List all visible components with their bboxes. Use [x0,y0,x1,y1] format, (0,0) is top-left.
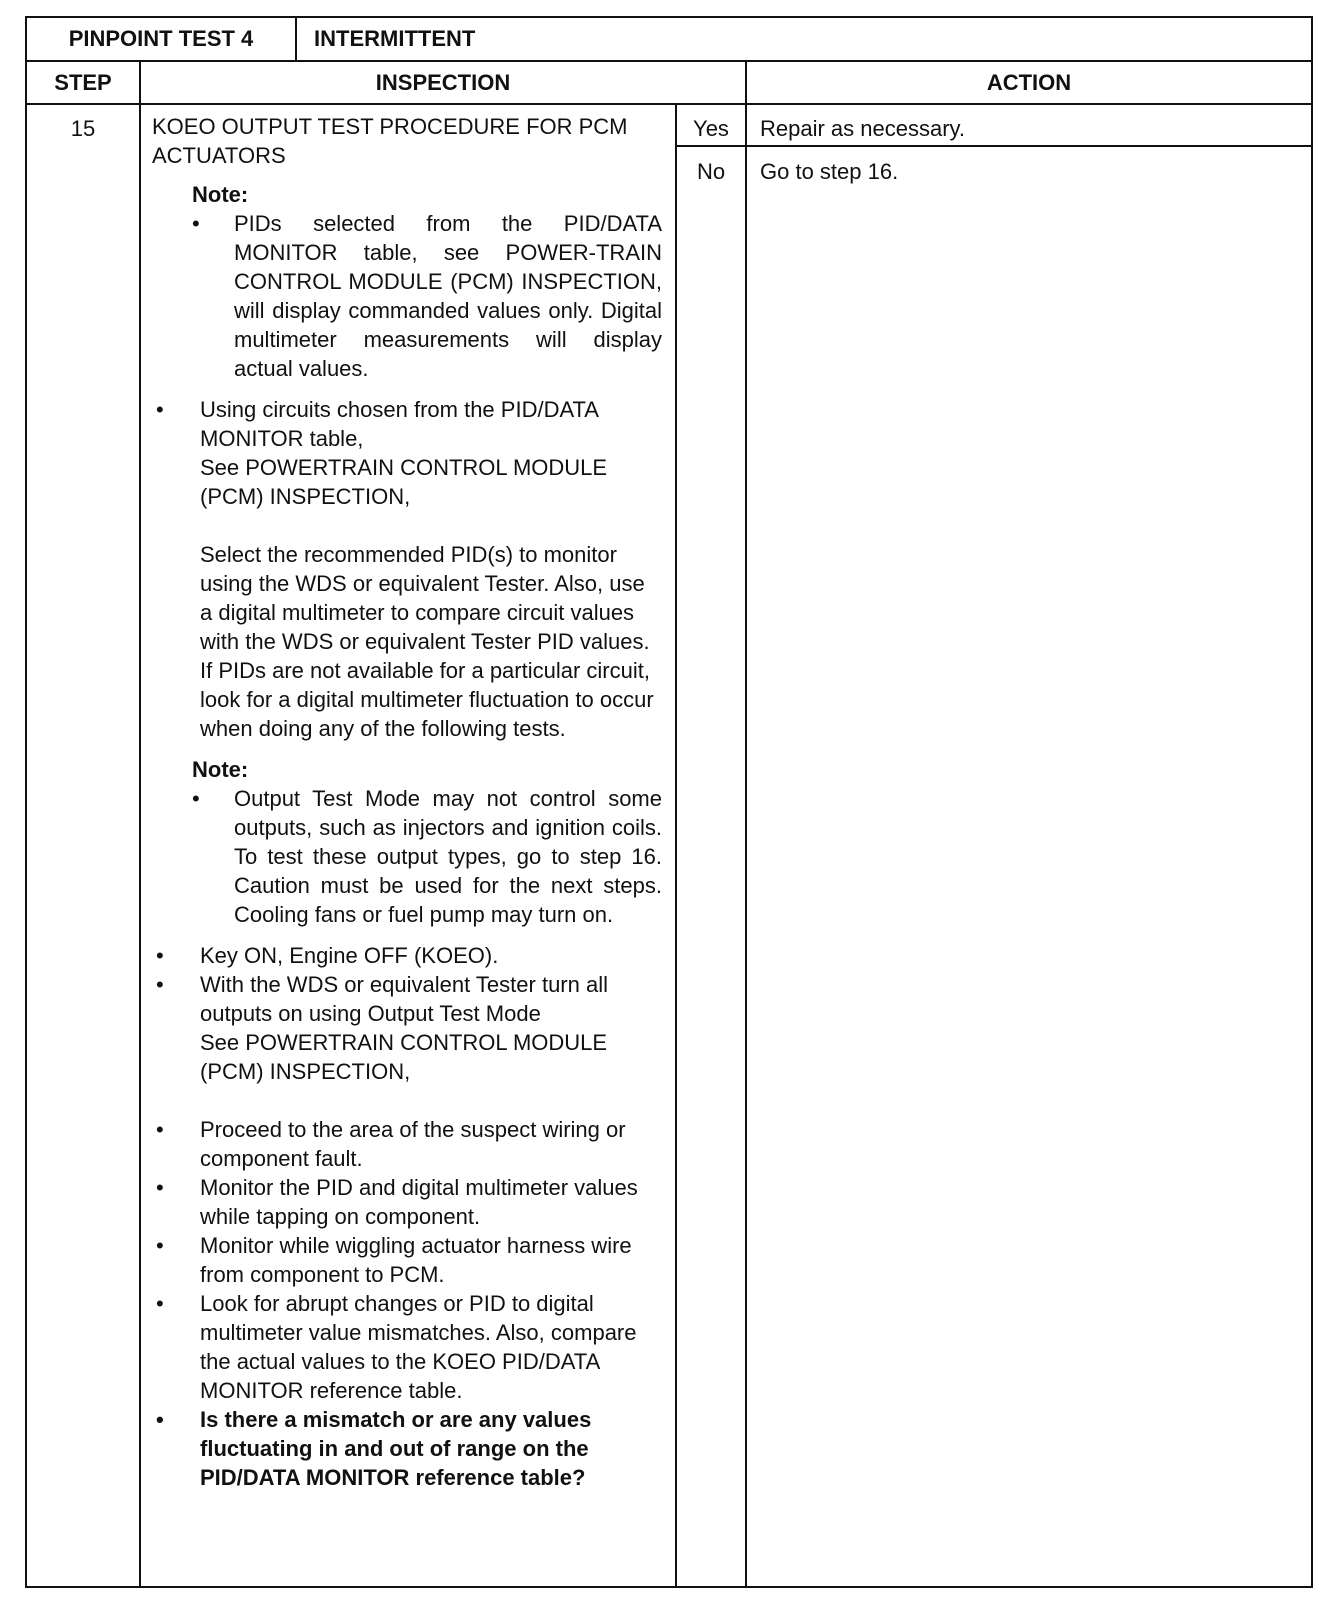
rule-step-divider [139,60,141,1588]
bullet-item: • Using circuits chosen from the PID/DATA MONITOR table, [200,395,662,453]
no-action: Go to step 16. [760,159,899,184]
step-number: 15 [70,116,96,141]
column-header-inspection: INSPECTION [375,70,511,95]
note-heading: Note: [192,757,249,782]
test-name: INTERMITTENT [314,26,476,51]
column-header-action: ACTION [986,70,1072,95]
no-label: No [696,159,726,184]
rule-answer-divider [675,103,677,1588]
column-header-step: STEP [54,70,112,95]
yes-action: Repair as necessary. [760,116,966,141]
procedure-title: KOEO OUTPUT TEST PROCEDURE FOR PCM ACTUATORS [152,114,628,168]
procedure-paragraph: Select the recommended PID(s) to monitor using the WDS or equivalent Tester. Also, use a digital multimeter to compare circuit values with the WDS or equivalent Tester PID values. If PIDs are not available for a particular circuit, look for a digital multimeter fluctuation to occur when doing any of the following tests. [200,542,654,741]
cross-reference: See POWERTRAIN CONTROL MODULE (PCM) INSPECTION, [200,455,608,509]
rule-action-divider [745,60,747,1588]
rule-header-bottom [25,103,1313,105]
bullet-item: • Monitor the PID and digital multimeter values while tapping on component. [200,1173,662,1231]
yes-label: Yes [693,116,729,141]
test-number: PINPOINT TEST 4 [68,26,254,51]
note-item: • PIDs selected from the PID/DATA MONITOR table, see POWER-TRAIN CONTROL MODULE (PCM) INSPECTION, will display commanded values only. Digital multimeter measurements will display actual values. [234,209,662,383]
bullet-item: • Proceed to the area of the suspect wiring or component fault. [200,1115,662,1173]
cross-reference: See POWERTRAIN CONTROL MODULE (PCM) INSPECTION, [200,1030,608,1084]
rule-title-bottom [25,60,1313,62]
bullet-item: • With the WDS or equivalent Tester turn all outputs on using Output Test Mode [200,970,662,1028]
bullet-item: • Key ON, Engine OFF (KOEO). [200,941,662,970]
note-heading: Note: [192,182,249,207]
inspection-content [152,112,662,1492]
rule-title-divider [295,16,297,62]
rule-yes-bottom [675,145,1313,147]
bullet-item: • Look for abrupt changes or PID to digital multimeter value mismatches. Also, compare the actual values to the KOEO PID/DATA MONITOR reference table. [200,1289,662,1405]
bullet-item: • Monitor while wiggling actuator harness wire from component to PCM. [200,1231,662,1289]
question-item: • Is there a mismatch or are any values fluctuating in and out of range on the PID/DATA MONITOR reference table? [200,1405,662,1492]
note-item: • Output Test Mode may not control some outputs, such as injectors and ignition coils. To test these output types, go to step 16. Caution must be used for the next steps. Cooling fans or fuel pump may turn on. [234,784,662,929]
